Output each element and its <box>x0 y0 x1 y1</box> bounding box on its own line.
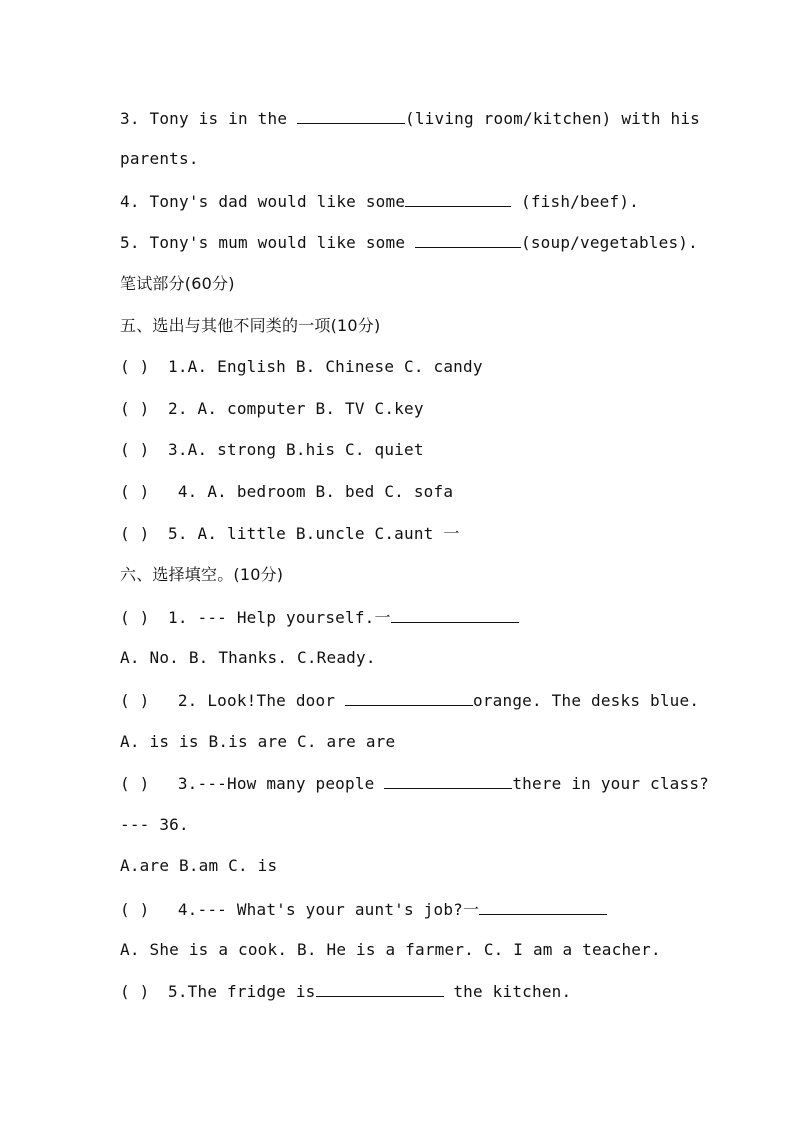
answer-paren[interactable]: ( ) <box>120 524 150 543</box>
answer-paren[interactable]: ( ) <box>120 399 150 418</box>
section6-q2-before: 2. Look!The door <box>168 691 345 710</box>
section5-item-1 <box>120 356 483 378</box>
answer-paren[interactable]: ( ) <box>120 982 150 1001</box>
section6-q3-blank[interactable] <box>384 772 512 789</box>
section5-item-3 <box>120 439 424 461</box>
listening-q4-blank[interactable] <box>405 190 511 207</box>
section6-q3 <box>120 772 709 795</box>
section6-q4 <box>120 898 607 921</box>
answer-paren[interactable]: ( ) <box>120 440 150 459</box>
section5-item-text: 1.A. English B. Chinese C. candy <box>168 357 483 376</box>
section5-title: 五、选出与其他不同类的一项(10分) <box>120 316 381 335</box>
listening-q3-continuation: parents. <box>120 149 199 168</box>
section6-q4-text: 4.--- What's your aunt's job?一 <box>168 900 480 919</box>
listening-q4 <box>120 190 639 213</box>
section6-q3-before: 3.---How many people <box>168 774 385 793</box>
section6-q2-blank[interactable] <box>345 689 473 706</box>
answer-paren[interactable]: ( ) <box>120 482 150 501</box>
listening-q3-before: 3. Tony is in the <box>120 109 297 128</box>
listening-q4-after: (fish/beef). <box>511 192 639 211</box>
section6-q3-answer: --- 36. <box>120 815 189 834</box>
section6-q2-options: A. is is B.is are C. are are <box>120 732 396 751</box>
listening-q3 <box>120 107 700 130</box>
section5-item-text: 4. A. bedroom B. bed C. sofa <box>168 482 454 501</box>
section6-q5-before: 5.The fridge is <box>168 982 316 1001</box>
answer-paren[interactable]: ( ) <box>120 691 150 710</box>
listening-q5 <box>120 231 698 254</box>
listening-q4-before: 4. Tony's dad would like some <box>120 192 406 211</box>
section6-q1-text: 1. --- Help yourself.一 <box>168 608 391 627</box>
answer-paren[interactable]: ( ) <box>120 774 150 793</box>
section5-item-5 <box>120 523 460 545</box>
section6-q4-options: A. She is a cook. B. He is a farmer. C. I am a teacher. <box>120 940 661 959</box>
listening-q5-after: (soup/vegetables). <box>520 233 698 252</box>
section5-item-2 <box>120 398 424 420</box>
answer-paren[interactable]: ( ) <box>120 900 150 919</box>
section6-q1 <box>120 606 519 629</box>
section6-q3-after: there in your class? <box>512 774 709 793</box>
section6-q4-blank[interactable] <box>479 898 607 915</box>
section5-item-text: 5. A. little B.uncle C.aunt 一 <box>168 524 460 543</box>
section6-q5-after: the kitchen. <box>443 982 572 1001</box>
section5-item-text: 3.A. strong B.his C. quiet <box>168 440 424 459</box>
section6-q5 <box>120 980 571 1003</box>
section6-q2-after: orange. The desks blue. <box>473 691 700 710</box>
section5-item-text: 2. A. computer B. TV C.key <box>168 399 424 418</box>
section6-title: 六、选择填空。(10分) <box>120 565 284 584</box>
listening-q3-blank[interactable] <box>297 107 405 124</box>
answer-paren[interactable]: ( ) <box>120 357 150 376</box>
listening-q3-after: (living room/kitchen) with his <box>405 109 700 128</box>
section5-item-4 <box>120 481 453 503</box>
section6-q5-blank[interactable] <box>316 980 444 997</box>
section6-q1-blank[interactable] <box>391 606 519 623</box>
section6-q2 <box>120 689 699 712</box>
listening-q5-blank[interactable] <box>415 231 521 248</box>
listening-q5-before: 5. Tony's mum would like some <box>120 233 415 252</box>
written-section-title: 笔试部分(60分) <box>120 274 235 293</box>
answer-paren[interactable]: ( ) <box>120 608 150 627</box>
section6-q1-options: A. No. B. Thanks. C.Ready. <box>120 648 376 667</box>
section6-q3-options: A.are B.am C. is <box>120 856 278 875</box>
